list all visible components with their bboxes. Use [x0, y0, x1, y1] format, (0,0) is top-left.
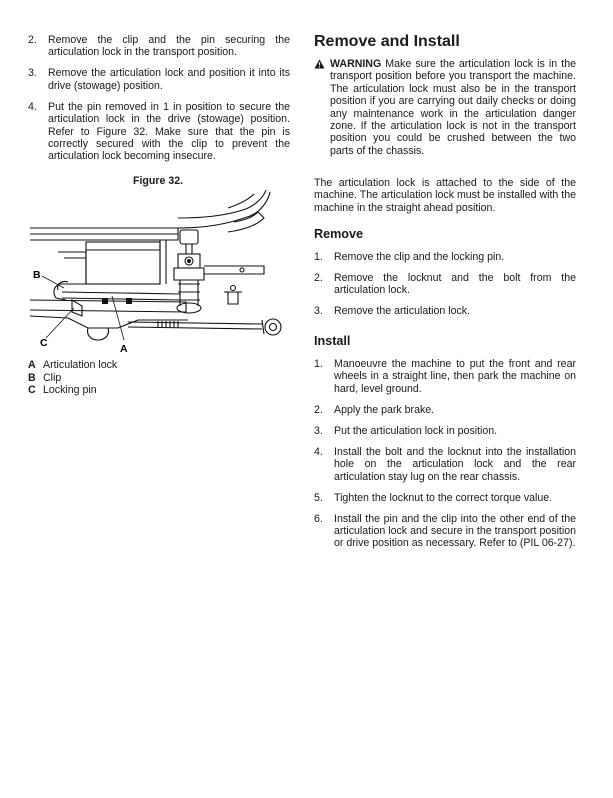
step-number: 6.	[314, 512, 323, 525]
step-number: 3.	[28, 67, 37, 80]
install-heading: Install	[314, 334, 351, 348]
step-number: 3.	[314, 305, 323, 318]
legend-item	[28, 384, 117, 397]
list-item	[314, 492, 576, 504]
step-text: Install the pin and the clip into the other end of the articulation lock and secure in the transport position or drive position as necessary. Refer to (PIL 06-27).	[334, 512, 576, 550]
list-item	[314, 446, 576, 483]
step-text: Remove the articulation lock.	[334, 305, 471, 318]
step-text: Apply the park brake.	[334, 403, 435, 416]
install-step-list	[314, 358, 576, 550]
warning-icon	[314, 59, 325, 69]
legend-label: Articulation lock	[43, 359, 118, 371]
warning-text: Make sure the articulation lock is in the transport position before you transport the machine. The articulation lock must also be in the transport position if you are carrying out daily checks or doing any maintenance work in the articulation danger zone. If the articulation lock is not in the transport position you could be crushed between the two parts of the chassis.	[330, 58, 576, 157]
step-number: 2.	[314, 403, 323, 416]
figure-legend	[28, 359, 117, 397]
step-number: 1.	[314, 358, 323, 370]
list-item	[28, 34, 290, 59]
list-item	[314, 272, 576, 297]
callout-c: C	[40, 337, 48, 349]
step-text: Install the bolt and the locknut into the installation hole on the articulation lock and the rear articulation stay lug on the rear chassis.	[334, 445, 576, 483]
step-text: Tighten the locknut to the correct torque value.	[334, 491, 553, 504]
left-column	[28, 34, 290, 171]
remove-section	[314, 251, 576, 326]
legend-key: B	[28, 371, 36, 384]
legend-key: C	[28, 384, 36, 397]
legend-item	[28, 359, 117, 372]
left-step-list	[28, 34, 290, 163]
remove-heading: Remove	[314, 227, 363, 241]
legend-key: A	[28, 359, 36, 371]
step-number: 2.	[28, 34, 37, 46]
step-text: Manoeuvre the machine to put the front and rear wheels in a straight line, then park the machine on hard, level ground.	[334, 358, 576, 395]
step-number: 4.	[28, 100, 37, 113]
step-text: Remove the locknut and the bolt from the articulation lock.	[334, 272, 576, 297]
install-section	[314, 358, 576, 558]
figure-title: Figure 32.	[133, 175, 184, 187]
step-number: 5.	[314, 491, 323, 504]
list-item	[314, 404, 576, 416]
legend-label: Locking pin	[43, 384, 97, 397]
step-number: 2.	[314, 272, 323, 284]
legend-label: Clip	[43, 371, 62, 384]
legend-item	[28, 372, 117, 385]
step-text: Remove the clip and the locking pin.	[334, 251, 505, 263]
step-text: Remove the articulation lock and position it into its drive (stowage) position.	[48, 67, 290, 92]
step-text: Remove the clip and the pin securing the articulation lock in the transport position.	[48, 34, 290, 59]
callout-b: B	[33, 269, 41, 281]
callout-a: A	[120, 343, 128, 355]
intro-paragraph: The articulation lock is attached to the side of the machine. The articulation lock must be installed with the machine in the straight ahead position.	[314, 177, 576, 214]
section-title: Remove and Install	[314, 33, 460, 50]
step-text: Put the pin removed in 1 in position to secure the articulation lock in the drive (stowage) position. Refer to Figure 32. Make sure that the pin is correctly secured with the clip to prevent the articulation lock becoming insecure.	[48, 100, 290, 163]
list-item	[314, 251, 576, 263]
step-number: 3.	[314, 424, 323, 437]
list-item	[314, 305, 576, 317]
list-item	[28, 67, 290, 92]
warning-label: WARNING	[330, 58, 382, 70]
list-item	[314, 425, 576, 437]
remove-step-list	[314, 251, 576, 318]
step-number: 1.	[314, 251, 323, 263]
warning-block	[314, 58, 576, 157]
step-number: 4.	[314, 445, 323, 458]
list-item	[314, 358, 576, 395]
list-item	[28, 101, 290, 163]
step-text: Put the articulation lock in position.	[334, 424, 498, 437]
articulation-lock-illustration	[28, 188, 290, 356]
list-item	[314, 513, 576, 550]
